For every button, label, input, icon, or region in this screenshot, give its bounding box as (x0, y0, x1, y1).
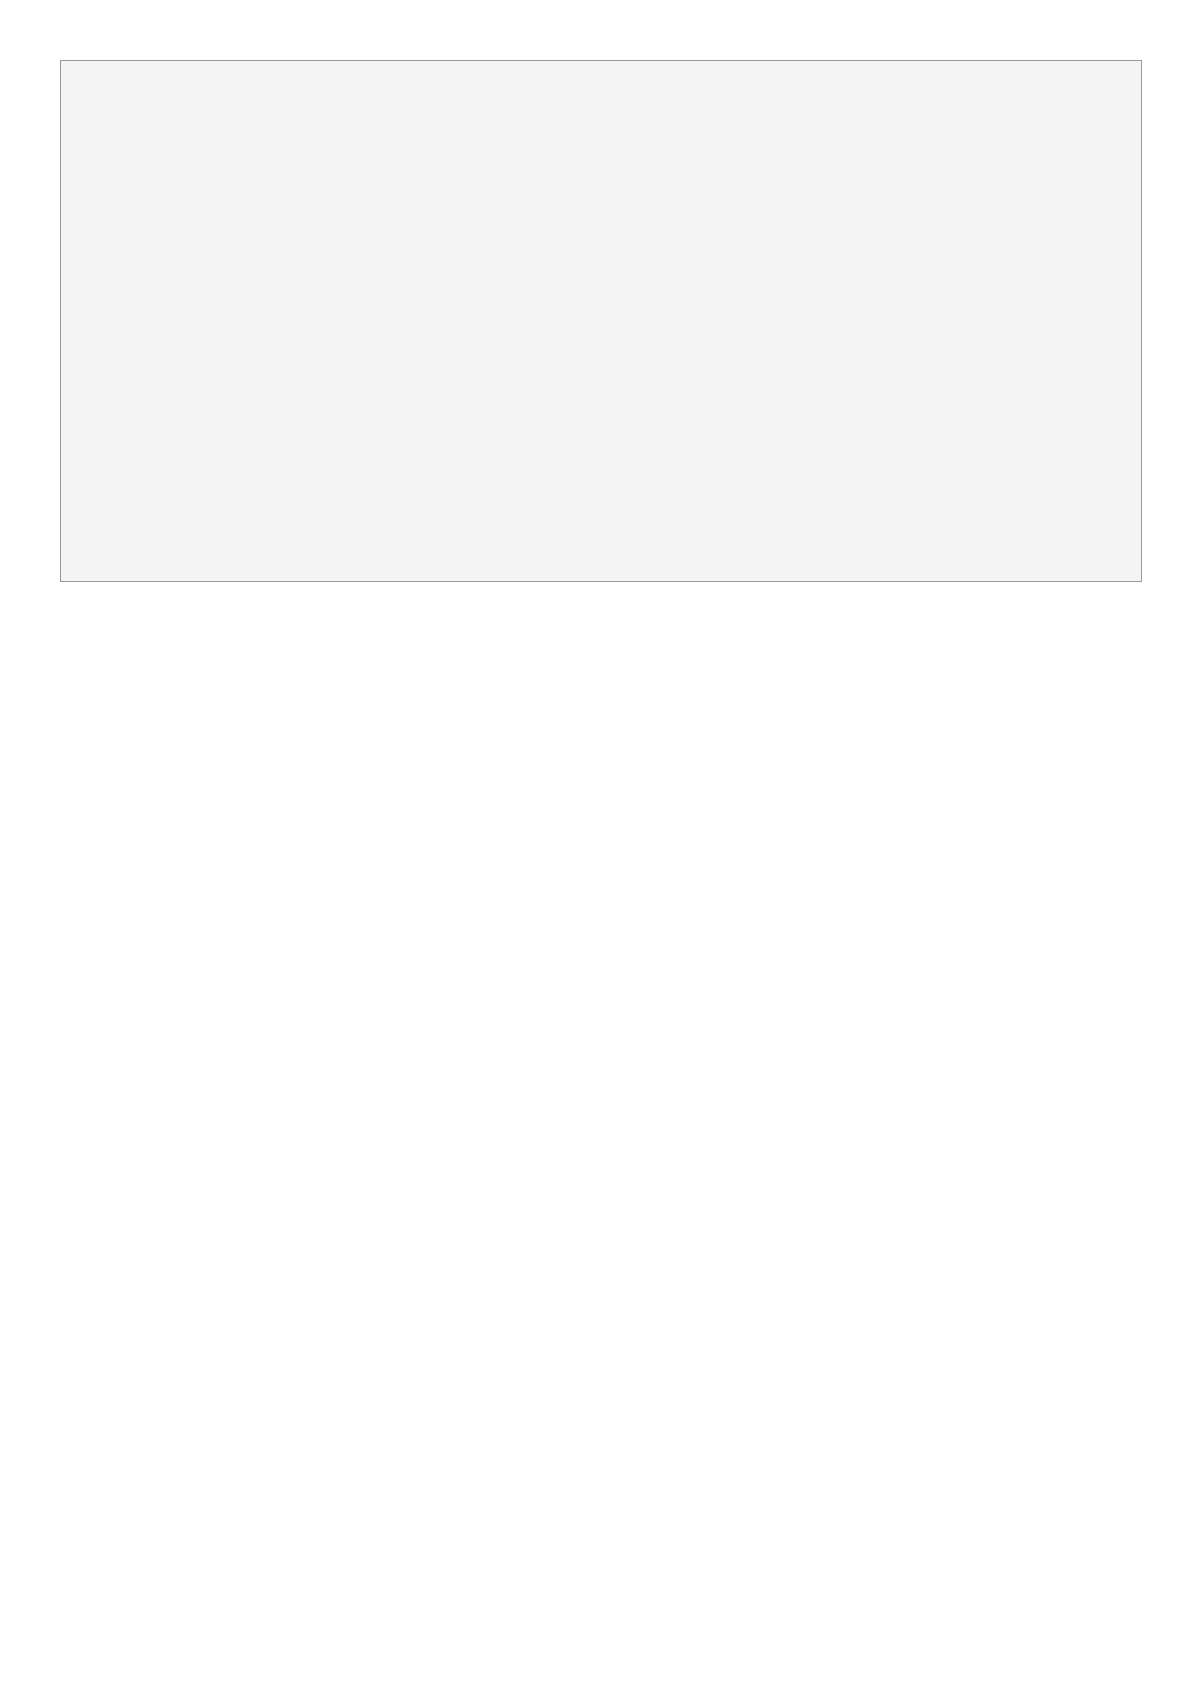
figure (60, 60, 1142, 582)
